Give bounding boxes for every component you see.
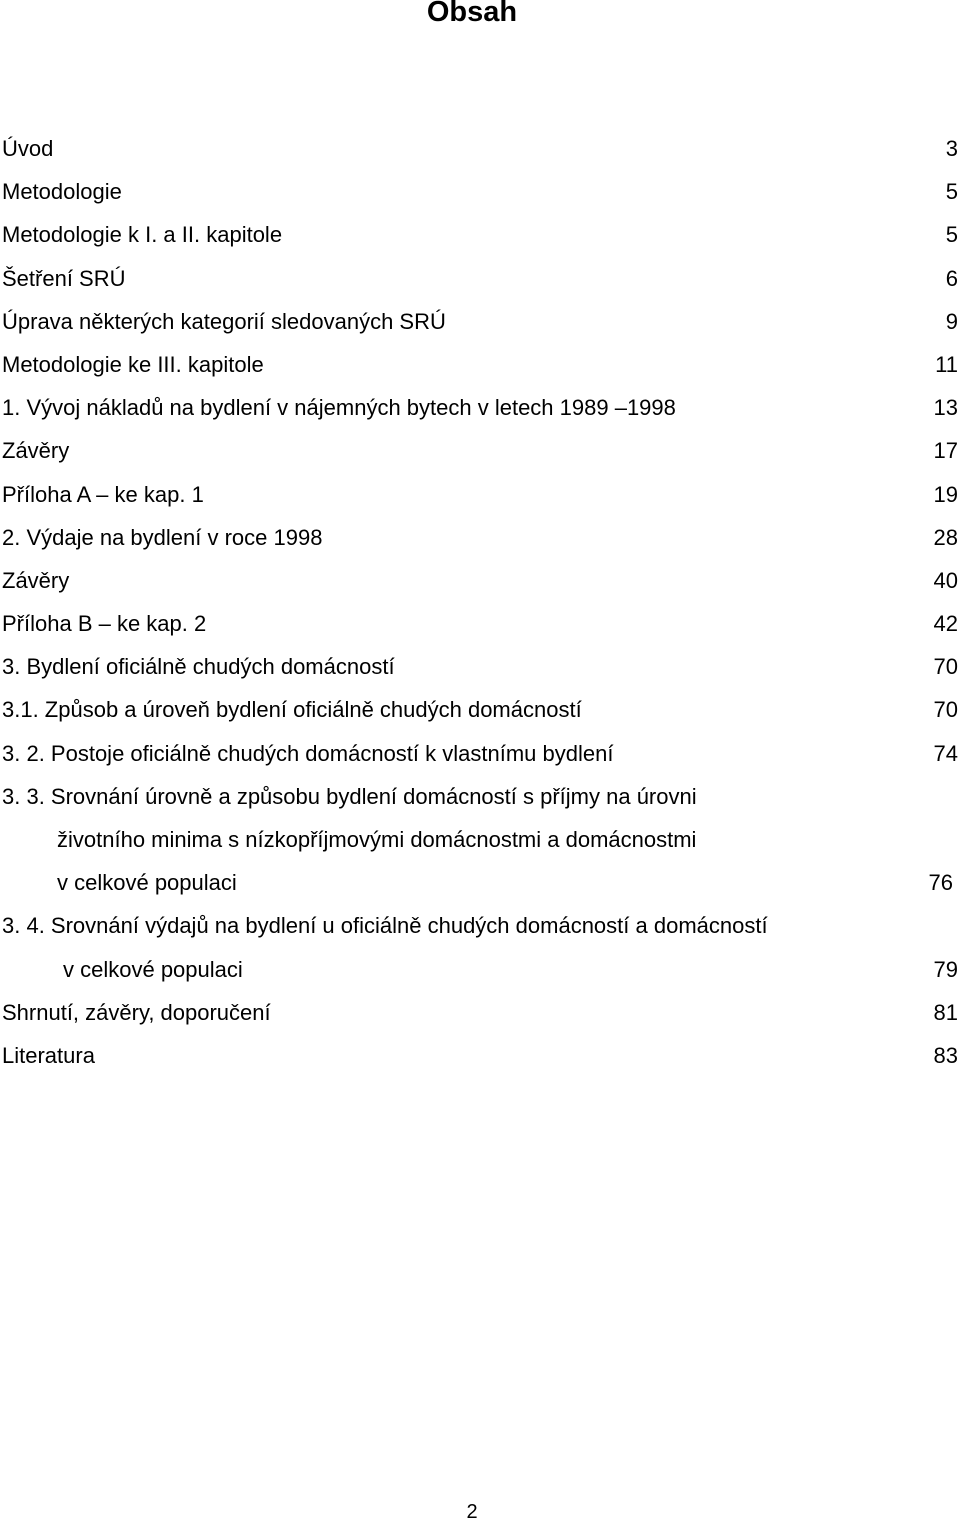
page-number: 2 — [466, 1501, 478, 1523]
page-title: Obsah — [426, 0, 518, 28]
toc-entry-continuation[interactable] — [0, 946, 960, 989]
toc-entry-page: 79 — [933, 956, 958, 982]
toc-entry-title: Literatura — [2, 1042, 95, 1068]
toc-entry-title: 3. 4. Srovnání výdajů na bydlení u oficiálně chudých domácností a domácností — [2, 913, 768, 939]
toc-entry[interactable] — [0, 989, 960, 1032]
toc-entry[interactable] — [0, 125, 960, 168]
toc-entry-continuation[interactable] — [0, 816, 960, 859]
toc-entry-page: 74 — [933, 740, 958, 766]
toc-entry-title: Metodologie ke III. kapitole — [2, 351, 264, 377]
toc-entry[interactable] — [0, 643, 960, 686]
toc-entry-title: Metodologie k I. a II. kapitole — [2, 222, 283, 248]
toc-entry[interactable] — [0, 557, 960, 600]
toc-entry-page: 5 — [945, 222, 958, 248]
toc-entry-title: Závěry — [2, 567, 70, 593]
toc-entry-title: Příloha B – ke kap. 2 — [2, 611, 207, 637]
toc-entry-title: Shrnutí, závěry, doporučení — [2, 999, 271, 1025]
toc-entry[interactable] — [0, 686, 960, 729]
toc-entry[interactable] — [0, 211, 960, 254]
toc-entry[interactable] — [0, 730, 960, 773]
toc-entry[interactable] — [0, 168, 960, 211]
toc-entry-title: 1. Vývoj nákladů na bydlení v nájemných bytech v letech 1989 –1998 — [2, 395, 676, 421]
toc-entry-title: 3. 3. Srovnání úrovně a způsobu bydlení domácností s příjmy na úrovni — [2, 783, 697, 809]
toc-entry-title: 3. 2. Postoje oficiálně chudých domácností k vlastnímu bydlení — [2, 740, 614, 766]
toc-entry-page: 17 — [933, 438, 958, 464]
toc-entry-page: 9 — [945, 308, 958, 334]
toc-entry[interactable] — [0, 471, 960, 514]
toc-entry-page: 28 — [933, 524, 958, 550]
toc-entry-title: Úprava některých kategorií sledovaných SRÚ — [2, 308, 446, 334]
toc-entry-title: životního minima s nízkopříjmovými domácnostmi a domácnostmi — [57, 827, 697, 852]
toc-entry-page: 81 — [933, 999, 958, 1025]
toc-entry-page: 70 — [933, 697, 958, 723]
toc-entry-title: v celkové populaci — [63, 956, 243, 982]
toc-entry[interactable] — [0, 1032, 960, 1075]
toc-entry-continuation[interactable] — [0, 859, 960, 902]
toc-entry-title: 3. Bydlení oficiálně chudých domácností — [2, 654, 395, 680]
toc-entry-page: 5 — [945, 179, 958, 205]
toc-entry-page: 6 — [945, 265, 958, 291]
toc-entry-page: 40 — [933, 567, 958, 593]
toc-entry-page: 83 — [933, 1042, 958, 1068]
toc-entry-page: 19 — [933, 481, 958, 507]
toc-entry-title: v celkové populaci — [57, 870, 237, 896]
toc-entry-title: Úvod — [2, 136, 54, 161]
toc-entry[interactable] — [0, 427, 960, 470]
toc-entry[interactable] — [0, 384, 960, 427]
toc-entry[interactable] — [0, 902, 960, 945]
toc-entry[interactable] — [0, 255, 960, 298]
toc-entry-title: 3.1. Způsob a úroveň bydlení oficiálně chudých domácností — [2, 697, 582, 723]
toc-entry-title: 2. Výdaje na bydlení v roce 1998 — [2, 524, 323, 550]
toc-entry-page: 70 — [933, 654, 958, 680]
toc-entry-page: 76 — [928, 870, 953, 896]
toc-entry[interactable] — [0, 514, 960, 557]
toc-entry[interactable] — [0, 298, 960, 341]
toc-entry-page: 3 — [945, 136, 958, 161]
toc-entry[interactable] — [0, 341, 960, 384]
toc-entry-title: Šetření SRÚ — [2, 265, 126, 291]
toc-entry-page: 13 — [933, 395, 958, 421]
toc-entry[interactable] — [0, 600, 960, 643]
table-of-contents — [0, 125, 960, 1075]
toc-entry-page: 42 — [933, 611, 958, 637]
toc-entry-title: Příloha A – ke kap. 1 — [2, 481, 204, 507]
toc-entry-page: 11 — [935, 351, 958, 377]
toc-entry[interactable] — [0, 773, 960, 816]
toc-entry-title: Metodologie — [2, 179, 122, 205]
toc-entry-title: Závěry — [2, 438, 70, 464]
